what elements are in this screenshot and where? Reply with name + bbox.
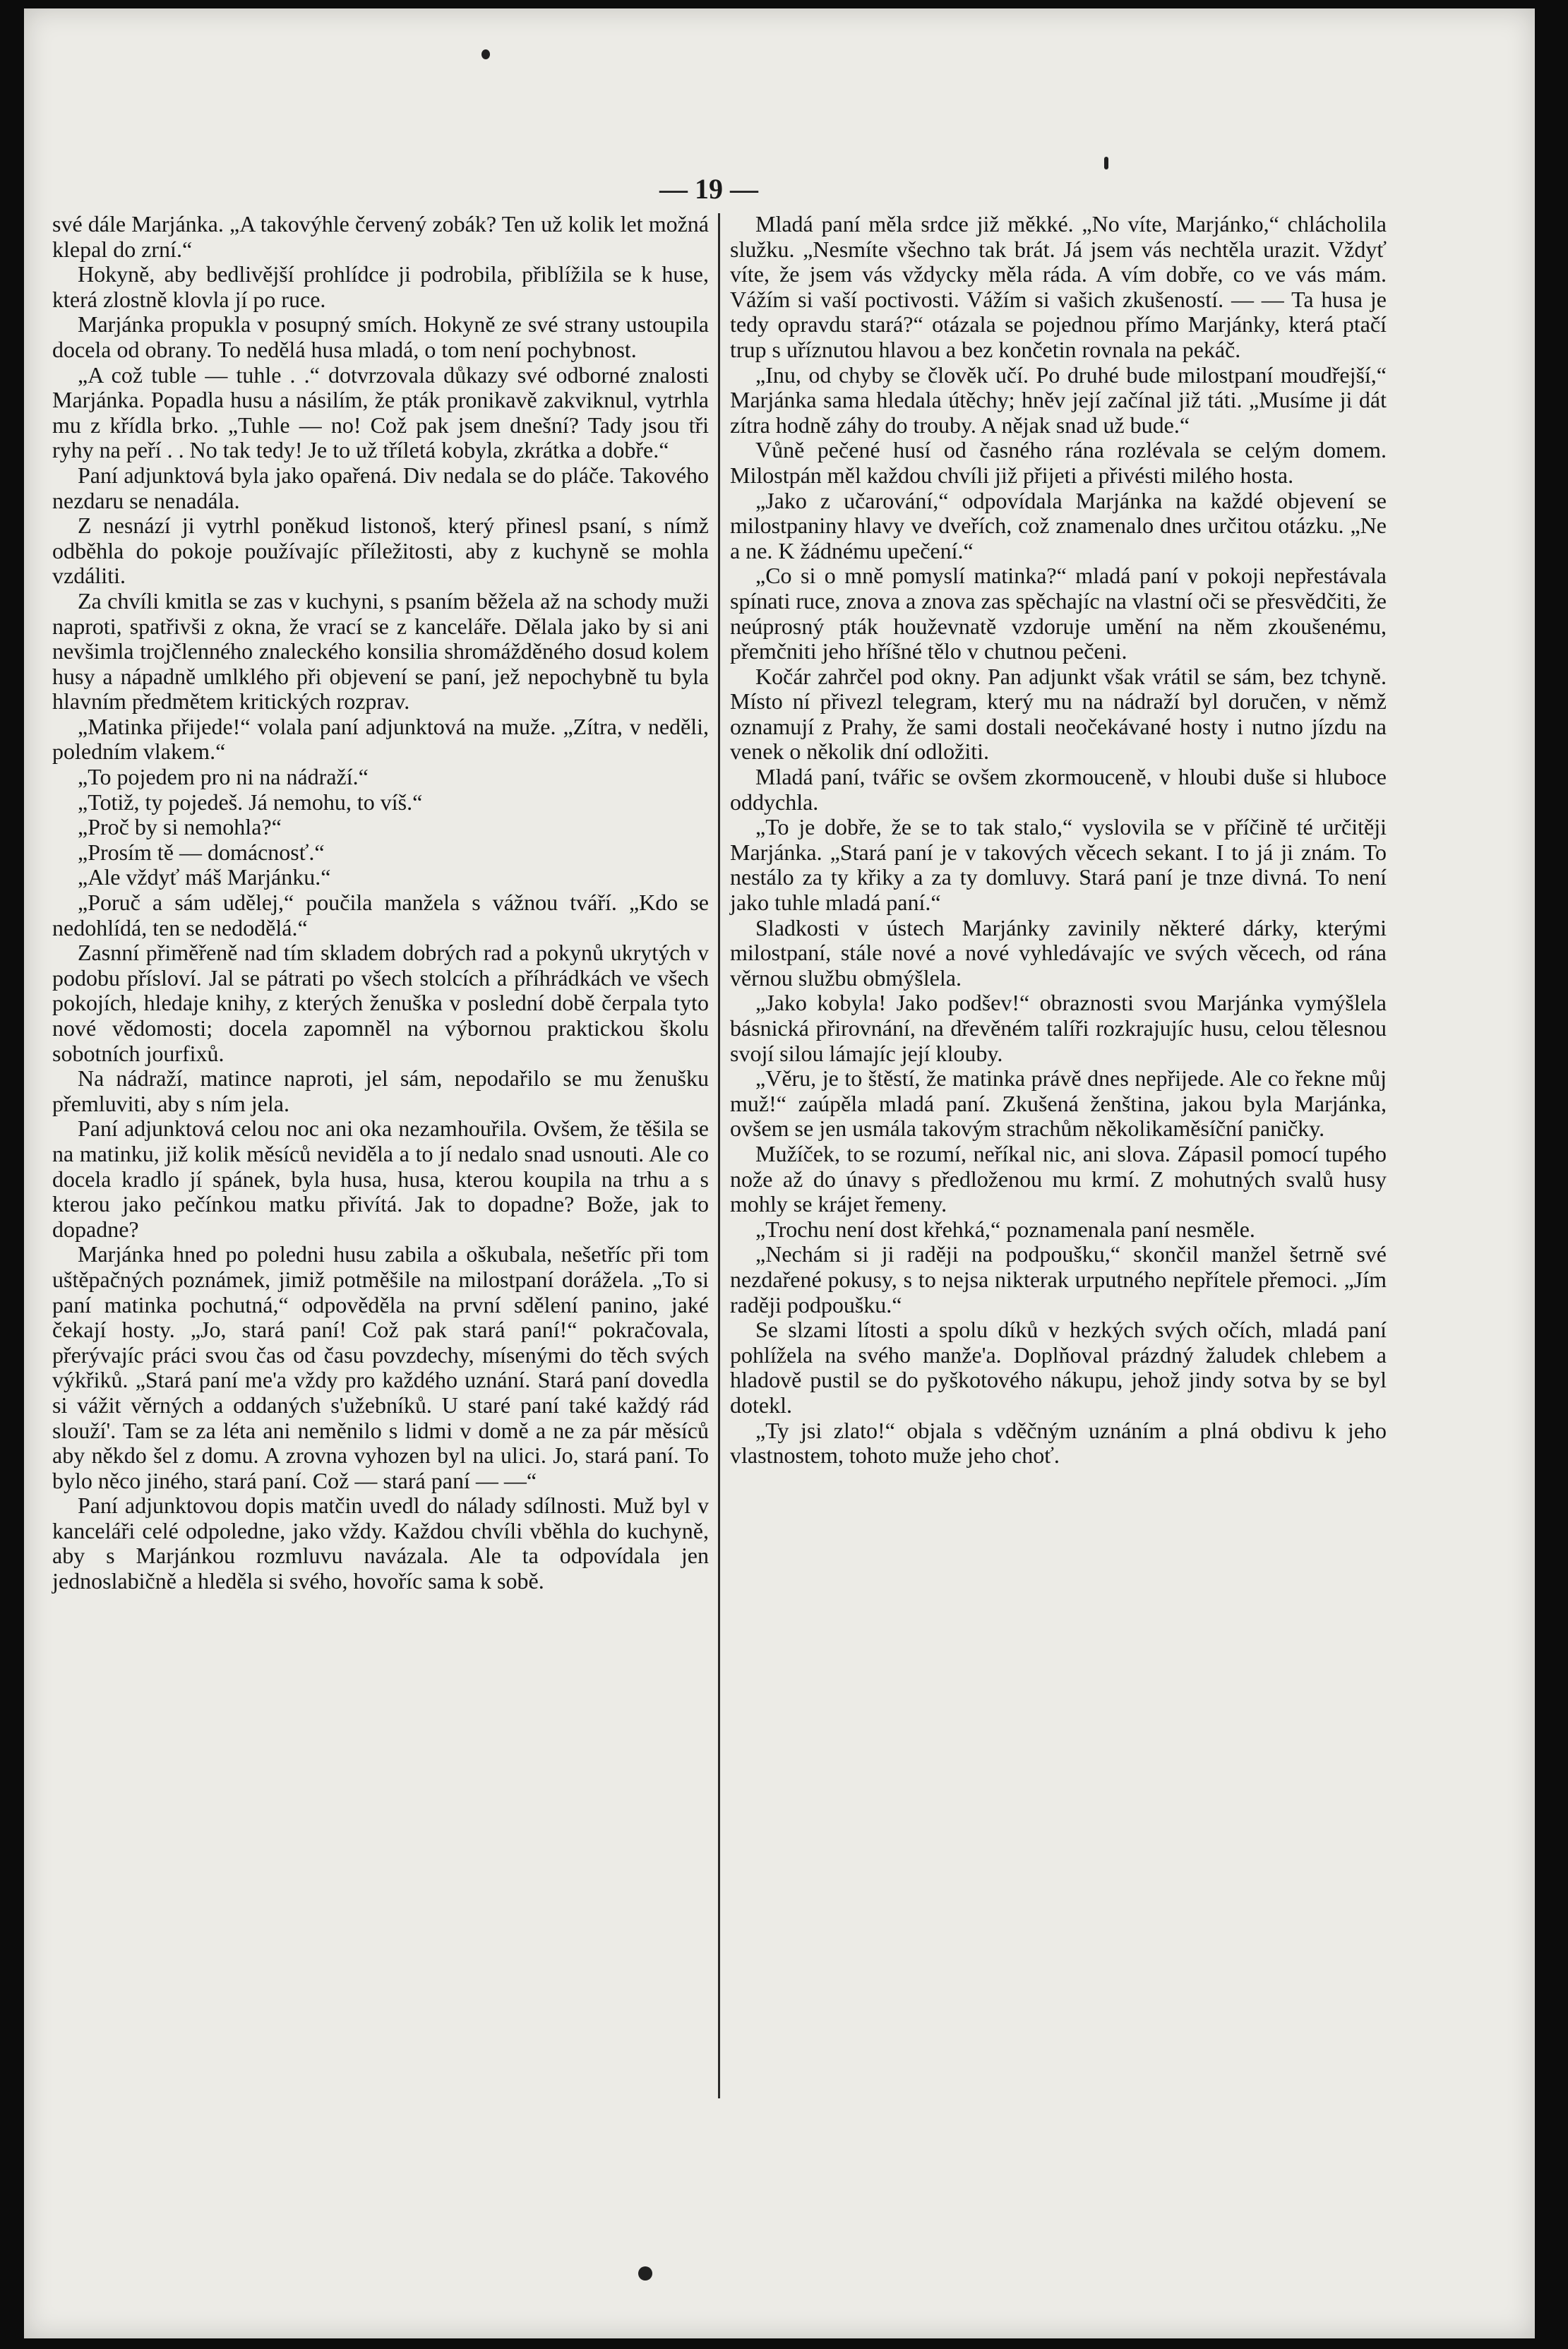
left-column (52, 212, 709, 2104)
paragraph: „To je dobře, že se to tak stalo,“ vyslovila se v příčině té určitěji Marjánka. „Stará paní je v takových věcech sekant. I to já ji znám. To nestálo za ty křiky a za ty domluvy. Stará paní je tnze divná. To není jako tuhle mladá paní.“ (730, 814, 1387, 916)
paragraph: Hokyně, aby bedlivější prohlídce ji podrobila, přiblížila se k huse, která zlostně klovla jí po ruce. (52, 261, 709, 312)
paragraph: „Matinka přijede!“ volala paní adjunktová na muže. „Zítra, v neděli, poledním vlakem.“ (52, 713, 709, 765)
paragraph: „Proč by si nemohla?“ (78, 814, 282, 840)
paragraph: své dále Marjánka. „A takovýhle červený zobák? Ten už kolik let možná klepal do zrní.“ (52, 211, 709, 262)
paragraph: „To pojedem pro ni na nádraží.“ (78, 764, 369, 790)
paragraph: Paní adjunktovou dopis matčin uvedl do nálady sdílnosti. Muž byl v kanceláři celé odpoledne, jako vždy. Každou chvíli vběhla do kuchyně, aby s Marjánkou rozmluvu navázala. Ale ta odpovídala jen jednoslabičně a hleděla si svého, hovoříc sama k sobě. (52, 1493, 709, 1594)
newspaper-page (24, 8, 1535, 2338)
paragraph: Z nesnází ji vytrhl poněkud listonoš, který přinesl psaní, s nímž odběhla do pokoje používajíc příležitosti, aby z kuchyně se mohla vzdáliti. (52, 513, 709, 589)
paragraph: Kočár zahrčel pod okny. Pan adjunkt však vrátil se sám, bez tchyně. Místo ní přivezl telegram, který mu na nádraží byl doručen, v němž oznamují z Prahy, že sami dostali neočekávané hosty i nutno jízdu na venek o několik dní odložiti. (730, 663, 1387, 765)
paragraph: Mužíček, to se rozumí, neříkal nic, ani slova. Zápasil pomocí tupého nože až do únavy s předloženou mu krmí. Z mohutných svalů husy mohly se krájet řemeny. (730, 1140, 1387, 1217)
paragraph: „Ty jsi zlato!“ objala s vděčným uznáním a plná obdivu k jeho vlastnostem, tohoto muže jeho choť. (730, 1417, 1387, 1469)
paragraph: Mladá paní, tvářic se ovšem zkormouceně, v hloubi duše si hluboce oddychla. (730, 764, 1387, 815)
ink-speck (638, 2266, 652, 2281)
paragraph: „Trochu není dost křehká,“ poznamenala paní nesměle. (755, 1216, 1255, 1242)
paragraph: Marjánka propukla v posupný smích. Hokyně ze své strany ustoupila docela od obrany. To nedělá husa mladá, o tom není pochybnost. (52, 311, 709, 362)
paragraph: Sladkosti v ústech Marjánky zavinily některé dárky, kterými milostpaní, stále nové a nové vyhledávajíc ve svých věcech, od rána věrnou službu obmýšlela. (730, 914, 1387, 991)
paragraph: Za chvíli kmitla se zas v kuchyni, s psaním běžela až na schody muži naproti, spatřivši z okna, že vrací se z kanceláře. Dělala jako by si ani nevšimla trojčlenného znaleckého konsilia shromážděného dosud kolem husy a nápadně umlklého při objevení se paní, jež nepochybně tu byla hlavním předmětem kritických rozprav. (52, 587, 709, 715)
paragraph: „Ale vždyť máš Marjánku.“ (78, 864, 331, 890)
right-column (730, 212, 1387, 2104)
paragraph: Marjánka hned po poledni husu zabila a oškubala, nešetříc při tom uštěpačných poznámek, jimiž potměšile na milostpaní dorážela. „To si paní matinka pochutná,“ odpověděla na první sdělení panino, jaké čekají hosty. „Jo, stará paní! Což pak stará paní!“ pokračovala, přerývajíc práci svou čas od času povzdechy, mísenými do těch svých výkřiků. „Stará paní me'a vždy pro každého uznání. Stará paní dovedla si vážit věrných a oddaných s'užebníků. U staré paní také každý rád slouží'. Tam se za léta ani neměnilo s lidmi v domě a ne za pár měsíců aby někdo šel z domu. A zrovna vyhozen byl na ulici. Jo, stará paní. To bylo něco jiného, stará paní. Což — stará paní — —“ (52, 1241, 709, 1493)
paragraph: „Prosím tě — domácnosť.“ (78, 839, 325, 865)
paragraph: Se slzami lítosti a spolu díků v hezkých svých očích, mladá paní pohlížela na svého manže'a. Doplňoval prázdný žaludek chlebem a hladově pustil se do pyškotového nákupu, jehož jindy sotva by se byl dotekl. (730, 1317, 1387, 1418)
paragraph: Paní adjunktová byla jako opařená. Div nedala se do pláče. Takového nezdaru se nenadála. (52, 462, 709, 513)
paragraph: Zasnní přiměřeně nad tím skladem dobrých rad a pokynů ukrytých v podobu přísloví. Jal se pátrati po všech stolcích a příhrádkách ve všech pokojích, hledaje knihy, z kterých ženuška v poslední době čerpala tyto nové vědomosti; docela zapomněl na výbornou praktickou školu sobotních jourfixů. (52, 940, 709, 1066)
paragraph: Na nádraží, matince naproti, jel sám, nepodařilo se mu ženušku přemluviti, aby s ním jela. (52, 1065, 709, 1116)
paragraph: „Jako z učarování,“ odpovídala Marjánka na každé objevení se milostpaniny hlavy ve dveřích, což znamenalo dnes určitou otázku. „Ne a ne. K žádnému upečení.“ (730, 487, 1387, 563)
paragraph: „Věru, je to štěstí, že matinka právě dnes nepřijede. Ale co řekne můj muž!“ zaúpěla mladá paní. Zkušená ženština, jakou byla Marjánka, ovšem se jen usmála takovým strachům několikaměsíční paničky. (730, 1065, 1387, 1142)
paragraph: „Jako kobyla! Jako podšev!“ obraznosti svou Marjánka vymýšlela básnická přirovnání, na dřevěném talíři rozkrajujíc husu, celou tělesnou svojí silou lámajíc její klouby. (730, 990, 1387, 1066)
paragraph: „Totiž, ty pojedeš. Já nemohu, to víš.“ (78, 789, 423, 815)
paragraph: „Poruč a sám udělej,“ poučila manžela s vážnou tváří. „Kdo se nedohlídá, ten se nedodělá.“ (52, 890, 709, 940)
paragraph: „Nechám si ji raději na podpoušku,“ skončil manžel šetrně své nezdařené pokusy, s to nejsa nikterak urputného nepřítele přemoci. „Jím raději podpoušku.“ (730, 1241, 1387, 1317)
ink-speck (481, 49, 490, 59)
paragraph: „A což tuble — tuhle . .“ dotvrzovala důkazy své odborné znalosti Marjánka. Popadla husu a násilím, že pták pronikavě zakviknul, vytrhla mu z křídla brko. „Tuhle — no! Což pak jsem dnešní? Tady jsou tři ryhy na peří . . No tak tedy! Je to už tříletá kobyla, zkrátka a dobře.“ (52, 361, 709, 463)
column-divider (718, 213, 720, 2098)
paragraph: Vůně pečené husí od časného rána rozlévala se celým domem. Milostpán měl každou chvíli již přijeti a přivésti milého hosta. (730, 437, 1387, 488)
paragraph: Mladá paní měla srdce již měkké. „No víte, Marjánko,“ chlácholila služku. „Nesmíte všechno tak brát. Já jsem vás nechtěla urazit. Vždyť víte, že jsem vás vždycky měla ráda. A vím dobře, co ve vás mám. Vážím si vaší poctivosti. Vážím si vašich zkušeností. — — Ta husa je tedy opravdu stará?“ otázala se pojednou přímo Marjánky, která ptačí trup s uříznutou hlavou a bez končetin rovnala na pekáč. (730, 211, 1387, 362)
paragraph: „Co si o mně pomyslí matinka?“ mladá paní v pokoji nepřestávala spínati ruce, znova a znova zas spěchajíc na vlastní oči se přesvědčiti, že neúprosný pták houževnatě vzdoruje umění na něm zkoušenému, přemčniti jeho hříšné tělo v chutnou pečeni. (730, 563, 1387, 664)
ink-speck (1104, 157, 1108, 169)
page-number: — 19 — (659, 173, 758, 205)
paragraph: Paní adjunktová celou noc ani oka nezamhouřila. Ovšem, že těšila se na matinku, již kolik měsíců neviděla a to jí nedalo snad usnouti. Ale co docela kradlo jí spánek, byla husa, husa, kterou koupila na trhu a s kterou jako pečínkou matku přivítá. Jak to dopadne? Bože, jak to dopadne? (52, 1116, 709, 1242)
paragraph: „Inu, od chyby se člověk učí. Po druhé bude milostpaní moudřejší,“ Marjánka sama hledala útěchy; hněv její začínal již táti. „Musíme ji dát zítra hodně záhy do trouby. A nějak snad už bude.“ (730, 361, 1387, 438)
